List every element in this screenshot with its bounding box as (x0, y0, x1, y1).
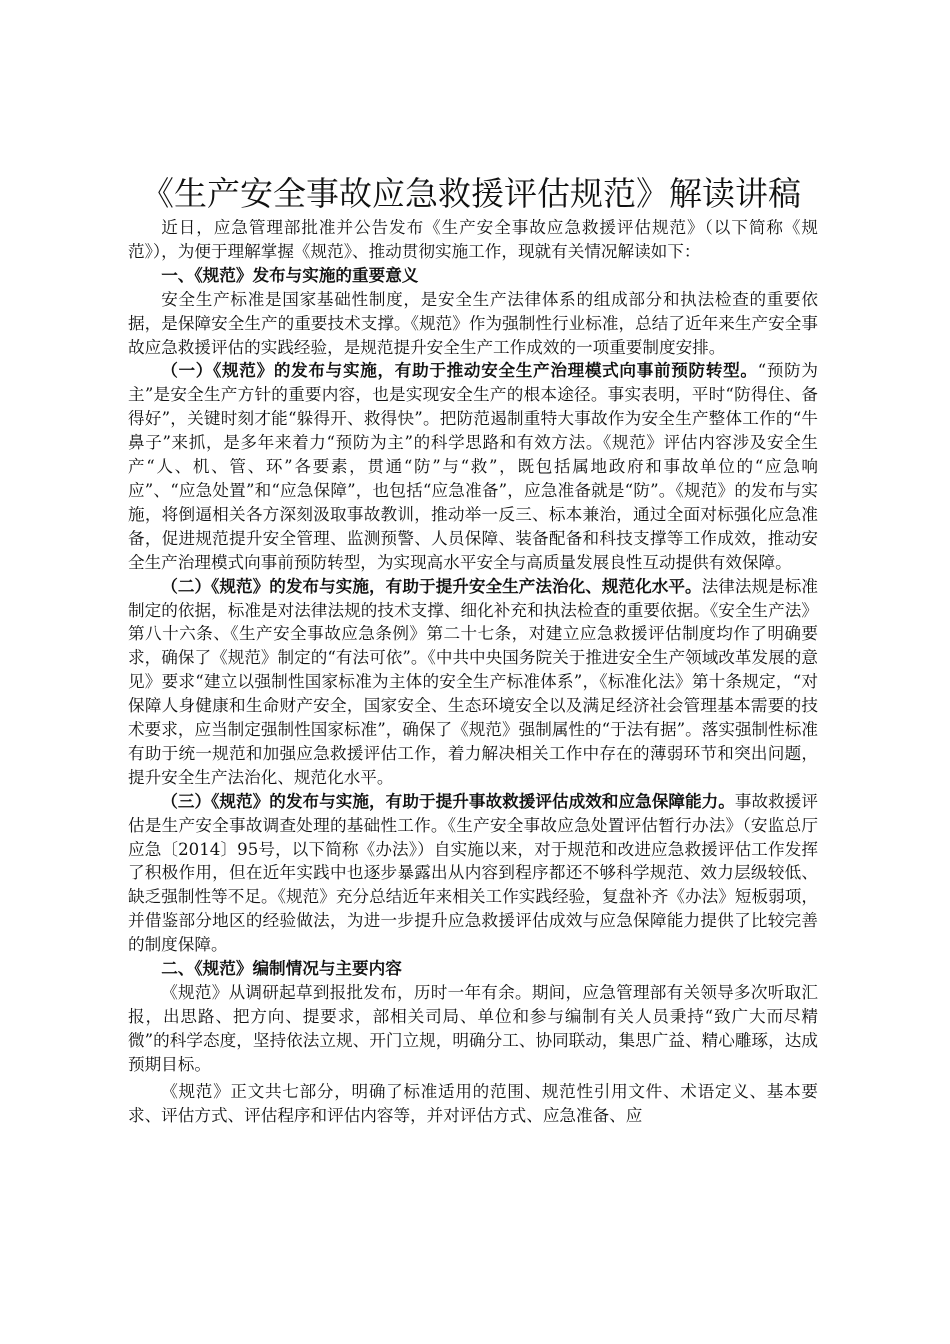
section-1-heading: 一、《规范》发布与实施的重要意义 (161, 264, 419, 285)
subsection-2-paragraph (128, 575, 818, 790)
subsection-3-paragraph (128, 790, 818, 957)
subsection-3-body: 事故救援评估是生产安全事故调查处理的基础性工作。《生产安全事故应急处置评估暂行办法》（安监总厅应急〔2014〕95号，以下简称《办法》）自实施以来，对于规范和改进应急救援评估工作发挥了积极作用，但在近年实践中也逐步暴露出从内容到程序都还不够科学规范、效力层级较低、缺乏强制性等不足。《规范》充分总结近年来相关工作实践经验，复盘补齐《办法》短板弱项，并借鉴部分地区的经验做法，为进一步提升应急救援评估成效与应急保障能力提供了比较完善的制度保障。 (128, 791, 818, 955)
intro-paragraph: 近日，应急管理部批准并公告发布《生产安全事故应急救援评估规范》（以下简称《规范》），为便于理解掌握《规范》、推动贯彻实施工作，现就有关情况解读如下： (128, 218, 818, 261)
subsection-1-paragraph (128, 359, 818, 574)
section-2-paragraph-1: 《规范》从调研起草到报批发布，历时一年有余。期间，应急管理部有关领导多次听取汇报，出思路、把方向、提要求，部相关司局、单位和参与编制有关人员秉持“致广大而尽精微”的科学态度，坚持依法立规、开门立规，明确分工、协同联动，集思广益、精心雕琢，达成预期目标。 (128, 983, 818, 1074)
subsection-2-body: 法律法规是标准制定的依据，标准是对法律法规的技术支撑、细化补充和执法检查的重要依据。《安全生产法》第八十六条、《生产安全事故应急条例》第二十七条，对建立应急救援评估制度均作了明确要求，确保了《规范》制定的“有法可依”。《中共中央国务院关于推进安全生产领域改革发展的意见》要求“建立以强制性国家标准为主体的安全生产标准体系”，《标准化法》第十条规定，“对保障人身健康和生命财产安全，国家安全、生态环境安全以及满足经济社会管理基本需要的技术要求，应当制定强制性国家标准”，确保了《规范》强制属性的“于法有据”。落实强制性标准有助于统一规范和加强应急救援评估工作，着力解决相关工作中存在的薄弱环节和突出问题，提升安全生产法治化、规范化水平。 (128, 576, 819, 787)
document-page (128, 172, 818, 1127)
subsection-3-lead: （三）《规范》的发布与实施，有助于提升事故救援评估成效和应急保障能力。 (161, 790, 735, 811)
document-title: 《生产安全事故应急救援评估规范》解读讲稿 (141, 174, 801, 213)
section-2-heading: 二、《规范》编制情况与主要内容 (161, 958, 402, 979)
subsection-2-lead: （二）《规范》的发布与实施，有助于提升安全生产法治化、规范化水平。 (161, 575, 702, 596)
subsection-1-lead: （一）《规范》的发布与实施，有助于推动安全生产治理模式向事前预防转型。 (161, 360, 758, 381)
section-2-paragraph-2: 《规范》正文共七部分，明确了标准适用的范围、规范性引用文件、术语定义、基本要求、评估方式、评估程序和评估内容等，并对评估方式、应急准备、应 (128, 1081, 818, 1125)
section-1-body: 安全生产标准是国家基础性制度，是安全生产法律体系的组成部分和执法检查的重要依据，是保障安全生产的重要技术支撑。《规范》作为强制性行业标准，总结了近年来生产安全事故应急救援评估的实践经验，是规范提升安全生产工作成效的一项重要制度安排。 (128, 289, 818, 357)
subsection-1-body: “预防为主”是安全生产方针的重要内容，也是实现安全生产的根本途径。事实表明，平时“防得住、备得好”，关键时刻才能“躲得开、救得快”。把防范遏制重特大事故作为安全生产整体工作的“牛鼻子”来抓，是多年来着力“预防为主”的科学思路和有效方法。《规范》评估内容涉及安全生产“人、机、管、环”各要素，贯通“防”与“救”，既包括属地政府和事故单位的“应急响应”、“应急处置”和“应急保障”，也包括“应急准备”，应急准备就是“防”。《规范》的发布与实施，将倒逼相关各方深刻汲取事故教训，推动举一反三、标本兼治，通过全面对标强化应急准备，促进规范提升安全管理、监测预警、人员保障、装备配备和科技支撑等工作成效，推动安全生产治理模式向事前预防转型，为实现高水平安全与高质量发展良性互动提供有效保障。 (128, 361, 818, 572)
